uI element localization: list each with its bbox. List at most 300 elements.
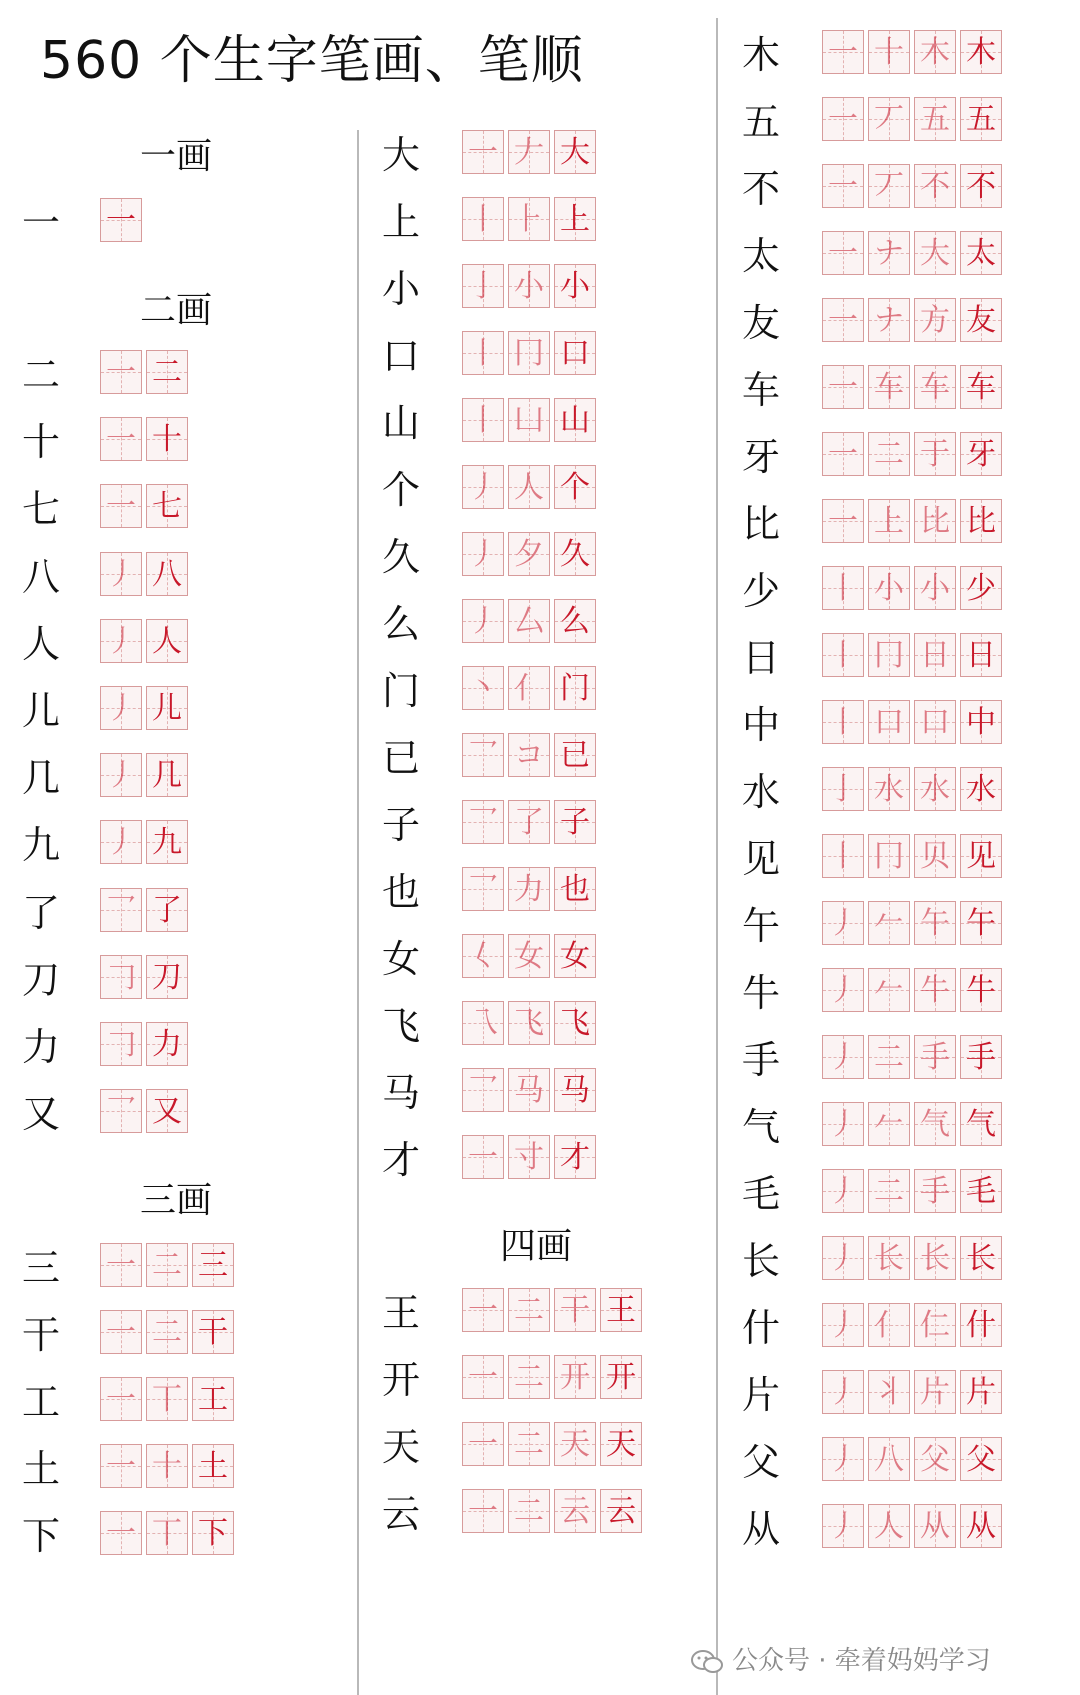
stroke-step-glyph: 王 bbox=[606, 1293, 636, 1328]
stroke-step-box bbox=[868, 30, 910, 74]
stroke-step-box bbox=[554, 1422, 596, 1466]
stroke-order-boxes bbox=[822, 968, 1002, 1012]
stroke-order-boxes bbox=[100, 955, 188, 999]
stroke-step-glyph: 十 bbox=[152, 422, 182, 458]
stroke-step-glyph: 丿 bbox=[828, 1442, 858, 1477]
stroke-step-box bbox=[960, 1504, 1002, 1548]
stroke-order-boxes bbox=[100, 198, 142, 242]
stroke-step-glyph: 丆 bbox=[874, 102, 904, 137]
character-label: 日 bbox=[742, 636, 781, 680]
stroke-step-glyph: 日 bbox=[966, 638, 996, 673]
stroke-step-box bbox=[868, 1437, 910, 1481]
stroke-step-glyph: 见 bbox=[966, 839, 996, 874]
stroke-step-box bbox=[960, 164, 1002, 208]
stroke-step-glyph: 丿 bbox=[828, 1107, 858, 1142]
stroke-order-boxes bbox=[462, 1355, 642, 1399]
stroke-step-box bbox=[960, 1102, 1002, 1146]
stroke-step-box bbox=[868, 901, 910, 945]
stroke-step-glyph: 日 bbox=[920, 638, 950, 673]
stroke-step-box bbox=[822, 1035, 864, 1079]
stroke-step-box bbox=[822, 1504, 864, 1548]
stroke-order-boxes bbox=[822, 365, 1002, 409]
stroke-step-box bbox=[822, 566, 864, 610]
stroke-step-glyph: 丿 bbox=[828, 1241, 858, 1276]
stroke-step-box bbox=[508, 1001, 550, 1045]
stroke-step-glyph: 丬 bbox=[874, 1375, 904, 1410]
stroke-step-box bbox=[822, 1370, 864, 1414]
stroke-step-glyph: 水 bbox=[874, 772, 904, 807]
stroke-step-box bbox=[100, 1243, 142, 1287]
stroke-step-box bbox=[462, 1001, 504, 1045]
stroke-order-boxes bbox=[100, 417, 188, 461]
stroke-step-glyph: 八 bbox=[874, 1442, 904, 1477]
character-label: 不 bbox=[742, 167, 781, 211]
character-label: 土 bbox=[22, 1447, 61, 1491]
character-label: 才 bbox=[382, 1138, 421, 1182]
stroke-step-box bbox=[960, 365, 1002, 409]
stroke-order-boxes bbox=[822, 1169, 1002, 1213]
stroke-step-glyph: 一 bbox=[468, 1293, 498, 1328]
stroke-step-glyph: 一 bbox=[828, 370, 858, 405]
stroke-step-box bbox=[146, 1377, 188, 1421]
stroke-step-glyph: 小 bbox=[874, 571, 904, 606]
stroke-step-glyph: 刀 bbox=[152, 959, 182, 995]
stroke-order-boxes bbox=[100, 1089, 188, 1133]
character-label: 上 bbox=[382, 200, 421, 244]
stroke-step-box bbox=[508, 733, 550, 777]
stroke-step-box bbox=[146, 417, 188, 461]
stroke-step-glyph: 乁 bbox=[468, 1006, 498, 1041]
stroke-step-box bbox=[960, 968, 1002, 1012]
stroke-step-glyph: 一 bbox=[828, 169, 858, 204]
character-label: 力 bbox=[22, 1025, 61, 1069]
stroke-step-glyph: 几 bbox=[152, 758, 182, 794]
stroke-step-box bbox=[914, 901, 956, 945]
stroke-step-box bbox=[868, 365, 910, 409]
stroke-step-box bbox=[192, 1377, 234, 1421]
stroke-step-glyph: 人 bbox=[874, 1509, 904, 1544]
stroke-step-glyph: 一 bbox=[828, 303, 858, 338]
stroke-step-box bbox=[868, 700, 910, 744]
character-label: 久 bbox=[382, 535, 421, 579]
character-label: 小 bbox=[382, 267, 421, 311]
stroke-step-box bbox=[822, 968, 864, 1012]
stroke-step-glyph: 午 bbox=[920, 906, 950, 941]
stroke-step-glyph: 也 bbox=[560, 872, 590, 907]
stroke-step-glyph: 才 bbox=[560, 1140, 590, 1175]
character-label: 飞 bbox=[382, 1004, 421, 1048]
stroke-step-box bbox=[914, 1504, 956, 1548]
stroke-step-box bbox=[914, 1102, 956, 1146]
stroke-step-box bbox=[960, 1370, 1002, 1414]
stroke-step-glyph: 女 bbox=[514, 939, 544, 974]
stroke-step-glyph: 飞 bbox=[514, 1006, 544, 1041]
stroke-step-box bbox=[960, 499, 1002, 543]
stroke-step-box bbox=[554, 1068, 596, 1112]
stroke-step-glyph: 九 bbox=[152, 825, 182, 861]
stroke-step-glyph: 乛 bbox=[106, 892, 136, 928]
character-label: 又 bbox=[22, 1092, 61, 1137]
character-label: 人 bbox=[22, 621, 61, 666]
stroke-step-glyph: 一 bbox=[106, 1315, 136, 1350]
watermark-text: 公众号 · 牵着妈妈学习 bbox=[732, 1646, 991, 1676]
stroke-step-glyph: 乛 bbox=[468, 1073, 498, 1108]
character-label: 少 bbox=[742, 569, 781, 613]
stroke-order-boxes bbox=[462, 1489, 642, 1533]
character-label: 二 bbox=[22, 353, 61, 397]
stroke-step-box bbox=[554, 666, 596, 710]
stroke-step-glyph: 口 bbox=[874, 705, 904, 740]
character-label: 个 bbox=[382, 468, 421, 512]
stroke-step-box bbox=[554, 130, 596, 174]
stroke-order-boxes bbox=[462, 130, 596, 174]
stroke-step-glyph: 丿 bbox=[828, 1308, 858, 1343]
stroke-step-glyph: 了 bbox=[514, 805, 544, 840]
stroke-order-boxes bbox=[462, 532, 596, 576]
stroke-step-glyph: 丆 bbox=[874, 169, 904, 204]
stroke-step-box bbox=[960, 633, 1002, 677]
stroke-step-glyph: 儿 bbox=[152, 691, 182, 726]
stroke-step-glyph: 丿 bbox=[106, 556, 136, 592]
stroke-step-glyph: 乛 bbox=[468, 872, 498, 907]
stroke-step-box bbox=[822, 164, 864, 208]
stroke-step-box bbox=[868, 834, 910, 878]
character-label: 木 bbox=[742, 33, 781, 77]
stroke-step-box bbox=[146, 1511, 188, 1555]
stroke-step-box bbox=[100, 1310, 142, 1354]
character-label: 牛 bbox=[742, 971, 781, 1015]
stroke-step-box bbox=[554, 398, 596, 442]
stroke-step-box bbox=[960, 30, 1002, 74]
stroke-step-box bbox=[914, 97, 956, 141]
stroke-order-boxes bbox=[822, 901, 1002, 945]
stroke-step-glyph: 十 bbox=[152, 1449, 182, 1484]
stroke-step-box bbox=[600, 1489, 642, 1533]
stroke-step-glyph: 寸 bbox=[514, 1140, 544, 1175]
stroke-step-box bbox=[462, 867, 504, 911]
stroke-step-glyph: 丅 bbox=[152, 1382, 182, 1417]
stroke-order-boxes bbox=[462, 1135, 596, 1179]
stroke-step-glyph: 二 bbox=[514, 1427, 544, 1462]
stroke-step-glyph: 丨 bbox=[828, 705, 858, 740]
stroke-step-glyph: 太 bbox=[966, 236, 996, 271]
stroke-step-box bbox=[822, 700, 864, 744]
stroke-step-box bbox=[914, 700, 956, 744]
stroke-order-boxes bbox=[822, 700, 1002, 744]
character-label: 天 bbox=[382, 1425, 421, 1469]
stroke-step-box bbox=[146, 686, 188, 730]
stroke-step-glyph: 𠂉 bbox=[874, 1107, 904, 1142]
stroke-step-glyph: 门 bbox=[560, 671, 590, 706]
stroke-step-glyph: 仁 bbox=[920, 1308, 950, 1343]
stroke-step-box bbox=[100, 955, 142, 999]
stroke-order-boxes bbox=[822, 1437, 1002, 1481]
stroke-step-box bbox=[146, 1444, 188, 1488]
stroke-step-box bbox=[822, 298, 864, 342]
stroke-step-box bbox=[100, 1022, 142, 1066]
stroke-step-glyph: 一 bbox=[468, 1140, 498, 1175]
stroke-step-box bbox=[508, 331, 550, 375]
character-label: 比 bbox=[742, 502, 781, 546]
stroke-step-box bbox=[914, 231, 956, 275]
stroke-step-glyph: 丿 bbox=[106, 623, 136, 659]
stroke-step-glyph: 丿 bbox=[828, 973, 858, 1008]
character-label: 干 bbox=[22, 1313, 61, 1357]
stroke-step-glyph: 夕 bbox=[514, 537, 544, 572]
stroke-step-box bbox=[868, 432, 910, 476]
stroke-step-glyph: 丨 bbox=[468, 336, 498, 371]
stroke-step-box bbox=[146, 888, 188, 932]
stroke-step-glyph: 乛 bbox=[468, 805, 498, 840]
stroke-step-glyph: 二 bbox=[874, 1174, 904, 1209]
stroke-step-glyph: 丿 bbox=[468, 604, 498, 639]
stroke-step-glyph: 少 bbox=[966, 571, 996, 606]
stroke-step-box bbox=[822, 1303, 864, 1347]
stroke-step-box bbox=[554, 800, 596, 844]
stroke-step-box bbox=[554, 1489, 596, 1533]
stroke-step-box bbox=[868, 1236, 910, 1280]
stroke-step-box bbox=[462, 197, 504, 241]
stroke-step-box bbox=[914, 834, 956, 878]
character-label: 八 bbox=[22, 554, 61, 599]
stroke-step-glyph: 气 bbox=[966, 1107, 996, 1142]
stroke-step-box bbox=[462, 1355, 504, 1399]
stroke-step-box bbox=[868, 97, 910, 141]
stroke-step-box bbox=[822, 1102, 864, 1146]
stroke-step-glyph: 𠃌 bbox=[106, 1027, 136, 1062]
stroke-step-glyph: 比 bbox=[920, 504, 950, 539]
stroke-order-boxes bbox=[822, 432, 1002, 476]
stroke-step-glyph: 长 bbox=[874, 1241, 904, 1276]
stroke-step-glyph: 二 bbox=[152, 1315, 182, 1350]
stroke-step-box bbox=[868, 633, 910, 677]
stroke-step-glyph: 𠂉 bbox=[874, 906, 904, 941]
stroke-step-box bbox=[508, 1068, 550, 1112]
character-label: 子 bbox=[382, 803, 421, 847]
stroke-order-boxes bbox=[462, 465, 596, 509]
stroke-step-box bbox=[508, 800, 550, 844]
stroke-step-box bbox=[462, 1422, 504, 1466]
stroke-step-glyph: 气 bbox=[920, 1107, 950, 1142]
stroke-step-box bbox=[508, 264, 550, 308]
character-label: 口 bbox=[382, 334, 421, 378]
stroke-step-box bbox=[146, 820, 188, 864]
stroke-step-glyph: 毛 bbox=[966, 1174, 996, 1209]
stroke-step-box bbox=[600, 1422, 642, 1466]
stroke-step-glyph: ナ bbox=[874, 303, 904, 338]
stroke-step-box bbox=[822, 1437, 864, 1481]
stroke-step-box bbox=[868, 231, 910, 275]
stroke-step-box bbox=[554, 465, 596, 509]
stroke-step-glyph: 二 bbox=[152, 355, 182, 390]
stroke-step-glyph: 丨 bbox=[828, 839, 858, 874]
stroke-step-box bbox=[960, 1437, 1002, 1481]
stroke-step-box bbox=[554, 934, 596, 978]
stroke-step-glyph: 乛 bbox=[468, 738, 498, 773]
stroke-step-glyph: 一 bbox=[106, 1449, 136, 1484]
stroke-step-glyph: 一 bbox=[106, 1516, 136, 1551]
stroke-step-box bbox=[508, 1355, 550, 1399]
stroke-step-glyph: 比 bbox=[966, 504, 996, 539]
stroke-step-box bbox=[960, 566, 1002, 610]
stroke-step-glyph: 一 bbox=[468, 1427, 498, 1462]
stroke-order-boxes bbox=[462, 800, 596, 844]
stroke-order-boxes bbox=[822, 1102, 1002, 1146]
stroke-step-box bbox=[914, 164, 956, 208]
column-divider-right bbox=[716, 18, 718, 1695]
stroke-step-box bbox=[960, 1236, 1002, 1280]
stroke-step-box bbox=[100, 1377, 142, 1421]
stroke-order-boxes bbox=[462, 599, 596, 643]
stroke-step-box bbox=[822, 432, 864, 476]
stroke-step-box bbox=[914, 1169, 956, 1213]
stroke-step-box bbox=[192, 1444, 234, 1488]
stroke-step-box bbox=[868, 1303, 910, 1347]
stroke-step-box bbox=[600, 1288, 642, 1332]
stroke-order-boxes bbox=[822, 1370, 1002, 1414]
stroke-step-box bbox=[508, 1422, 550, 1466]
stroke-step-box bbox=[822, 365, 864, 409]
character-label: 开 bbox=[382, 1358, 421, 1402]
stroke-step-box bbox=[462, 934, 504, 978]
stroke-step-glyph: 干 bbox=[198, 1315, 228, 1350]
column-divider-left bbox=[357, 130, 359, 1695]
stroke-step-box bbox=[100, 1511, 142, 1555]
stroke-step-box bbox=[960, 432, 1002, 476]
stroke-step-glyph: 五 bbox=[920, 102, 950, 137]
stroke-order-boxes bbox=[462, 934, 596, 978]
stroke-step-glyph: 亅 bbox=[468, 269, 498, 304]
stroke-step-glyph: 天 bbox=[606, 1427, 636, 1462]
stroke-step-box bbox=[462, 599, 504, 643]
character-label: 五 bbox=[742, 100, 781, 144]
stroke-step-box bbox=[462, 733, 504, 777]
stroke-step-glyph: 一 bbox=[468, 135, 498, 170]
stroke-order-boxes bbox=[100, 1377, 234, 1421]
character-label: 也 bbox=[382, 870, 421, 914]
stroke-order-boxes bbox=[822, 767, 1002, 811]
stroke-step-glyph: 不 bbox=[966, 169, 996, 204]
stroke-order-boxes bbox=[822, 1236, 1002, 1280]
stroke-order-boxes bbox=[822, 1504, 1002, 1548]
stroke-order-boxes bbox=[100, 753, 188, 797]
stroke-step-glyph: 口 bbox=[920, 705, 950, 740]
stroke-order-boxes bbox=[822, 97, 1002, 141]
stroke-step-glyph: 小 bbox=[560, 269, 590, 304]
stroke-step-glyph: 𠃌 bbox=[106, 959, 136, 995]
stroke-step-box bbox=[100, 619, 142, 663]
stroke-step-box bbox=[822, 499, 864, 543]
watermark bbox=[690, 1640, 991, 1677]
character-label: 父 bbox=[742, 1440, 781, 1484]
stroke-step-glyph: 贝 bbox=[920, 839, 950, 874]
stroke-step-box bbox=[868, 1504, 910, 1548]
stroke-step-glyph: 手 bbox=[920, 1174, 950, 1209]
stroke-step-box bbox=[554, 532, 596, 576]
stroke-step-box bbox=[914, 298, 956, 342]
character-label: 午 bbox=[742, 904, 781, 948]
stroke-step-glyph: 冂 bbox=[874, 839, 904, 874]
stroke-step-box bbox=[554, 1288, 596, 1332]
character-label: 长 bbox=[742, 1239, 781, 1283]
stroke-step-glyph: 中 bbox=[966, 705, 996, 740]
stroke-order-boxes bbox=[822, 834, 1002, 878]
stroke-step-box bbox=[100, 198, 142, 242]
character-label: 已 bbox=[382, 736, 421, 780]
stroke-step-box bbox=[868, 298, 910, 342]
stroke-step-glyph: 父 bbox=[920, 1442, 950, 1477]
character-label: 牙 bbox=[742, 435, 781, 479]
stroke-step-glyph: 马 bbox=[514, 1073, 544, 1108]
stroke-step-glyph: 一 bbox=[828, 102, 858, 137]
stroke-step-glyph: 天 bbox=[560, 1427, 590, 1462]
stroke-step-glyph: 久 bbox=[560, 537, 590, 572]
stroke-step-glyph: 从 bbox=[966, 1509, 996, 1544]
stroke-step-box bbox=[960, 1303, 1002, 1347]
stroke-step-glyph: 丨 bbox=[468, 403, 498, 438]
stroke-step-box bbox=[914, 767, 956, 811]
section-heading-4: 四画 bbox=[500, 1226, 573, 1267]
stroke-step-glyph: 二 bbox=[874, 437, 904, 472]
stroke-step-box bbox=[100, 820, 142, 864]
stroke-step-box bbox=[462, 666, 504, 710]
stroke-step-box bbox=[822, 901, 864, 945]
stroke-step-glyph: 丶 bbox=[468, 671, 498, 706]
character-label: 门 bbox=[382, 669, 421, 713]
character-label: 十 bbox=[22, 420, 61, 465]
stroke-order-boxes bbox=[822, 633, 1002, 677]
stroke-step-glyph: 一 bbox=[106, 355, 136, 390]
character-label: 水 bbox=[742, 770, 781, 814]
stroke-step-box bbox=[508, 867, 550, 911]
character-label: 九 bbox=[22, 823, 61, 868]
stroke-step-box bbox=[508, 1489, 550, 1533]
stroke-step-glyph: 一 bbox=[828, 236, 858, 271]
stroke-order-boxes bbox=[462, 733, 596, 777]
stroke-step-glyph: 二 bbox=[152, 1248, 182, 1283]
stroke-order-boxes bbox=[462, 1001, 596, 1045]
stroke-step-box bbox=[960, 1035, 1002, 1079]
character-label: 一 bbox=[22, 201, 61, 245]
stroke-order-boxes bbox=[100, 1511, 234, 1555]
stroke-step-box bbox=[868, 499, 910, 543]
stroke-order-boxes bbox=[100, 350, 188, 394]
stroke-step-box bbox=[554, 867, 596, 911]
stroke-step-box bbox=[462, 264, 504, 308]
stroke-step-glyph: 长 bbox=[966, 1241, 996, 1276]
character-label: 车 bbox=[742, 368, 781, 412]
character-label: 毛 bbox=[742, 1172, 781, 1216]
stroke-step-box bbox=[462, 800, 504, 844]
stroke-step-box bbox=[914, 633, 956, 677]
stroke-step-box bbox=[868, 1035, 910, 1079]
stroke-step-glyph: 工 bbox=[198, 1382, 228, 1417]
stroke-order-boxes bbox=[822, 1035, 1002, 1079]
stroke-step-glyph: 乛 bbox=[106, 1094, 136, 1130]
stroke-step-glyph: 云 bbox=[560, 1494, 590, 1529]
stroke-step-box bbox=[508, 666, 550, 710]
stroke-step-box bbox=[508, 465, 550, 509]
stroke-step-glyph: 片 bbox=[966, 1375, 996, 1410]
stroke-order-boxes bbox=[822, 566, 1002, 610]
stroke-step-box bbox=[822, 1236, 864, 1280]
stroke-step-box bbox=[100, 552, 142, 596]
stroke-step-box bbox=[100, 417, 142, 461]
stroke-order-boxes bbox=[462, 1068, 596, 1112]
stroke-step-box bbox=[508, 130, 550, 174]
stroke-step-glyph: 十 bbox=[874, 35, 904, 70]
stroke-step-glyph: 冂 bbox=[514, 336, 544, 371]
